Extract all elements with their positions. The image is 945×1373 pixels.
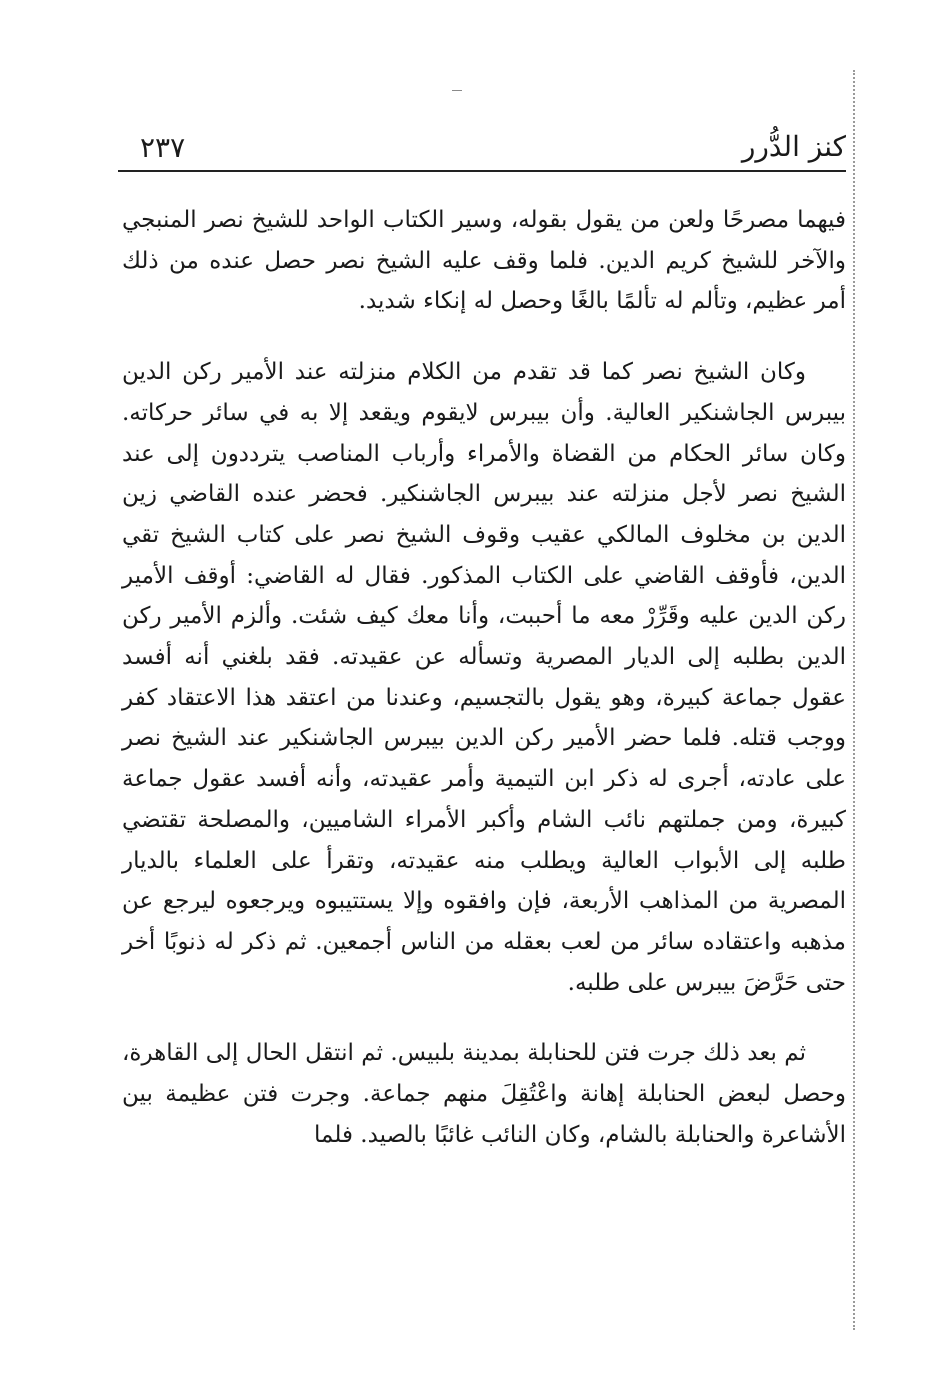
- margin-dotted-rule: [853, 70, 855, 1330]
- paragraph-1: فيهما مصرحًا ولعن من يقول بقوله، وسير الكتاب الواحد للشيخ نصر المنبجي والآخر للشيخ كريم الدين. فلما وقف عليه الشيخ نصر حصل عنده من ذلك أمر عظيم، وتألم له تألمًا بالغًا وحصل له إنكاء شديد.: [122, 207, 846, 315]
- body-text: [122, 200, 846, 1185]
- paragraph-2: وكان الشيخ نصر كما قد تقدم من الكلام منزلته عند الأمير ركن الدين بيبرس الجاشنكير العالية. وأن بيبرس لايقوم ويقعد إلا به في سائر حركاته. وكان سائر الحكام من القضاة والأمراء وأرباب المناصب يترددون إلى عند الشيخ نصر لأجل منزلته عند بيبرس الجاشنكير. فحضر عنده القاضي زين الدين بن مخلوف المالكي عقيب وقوف الشيخ نصر على كتاب الشيخ تقي الدين، فأوقف القاضي على الكتاب المذكور. فقال له القاضي: أوقف الأمير ركن الدين عليه وقَرِّرْ معه ما أحببت، وأنا معك كيف شئت. وألزم الأمير ركن الدين بطلبه إلى الديار المصرية وتسأله عن عقيدته. فقد بلغني أنه أفسد عقول جماعة كبيرة، وهو يقول بالتجسيم، وعندنا من اعتقد هذا الاعتقاد كفر ووجب قتله. فلما حضر الأمير ركن الدين بيبرس الجاشنكير عند الشيخ نصر على عادته، أجرى له ذكر ابن التيمية وأمر عقيدته، وأنه أفسد عقول جماعة كبيرة، ومن جملتهم نائب الشام وأكبر الأمراء الشاميين، والمصلحة تقتضي طلبه إلى الأبواب العالية ويطلب منه عقيدته، وتقرأ على العلماء بالديار المصرية من المذاهب الأربعة، فإن وافقوه وإلا يستتيبوه ويرجعوه ليرجع عن مذهبه واعتقاده سائر من لعب بعقله من الناس أجمعين. ثم ذكر له ذنوبًا أخر حتى حَرَّضَ بيبرس على طلبه.: [122, 359, 846, 996]
- running-title: كنز الدُّرر: [741, 130, 846, 163]
- scan-mark: [452, 90, 462, 91]
- paragraph-3: ثم بعد ذلك جرت فتن للحنابلة بمدينة بلبيس. ثم انتقل الحال إلى القاهرة، وحصل لبعض الحنابلة إهانة واعْتُقِلَ منهم جماعة. وجرت فتن عظيمة بين الأشاعرة والحنابلة بالشام، وكان النائب غائبًا بالصيد. فلما: [122, 1040, 846, 1148]
- page-header: [118, 120, 846, 172]
- header-rule: [118, 170, 846, 172]
- page-number: ٢٣٧: [140, 131, 186, 164]
